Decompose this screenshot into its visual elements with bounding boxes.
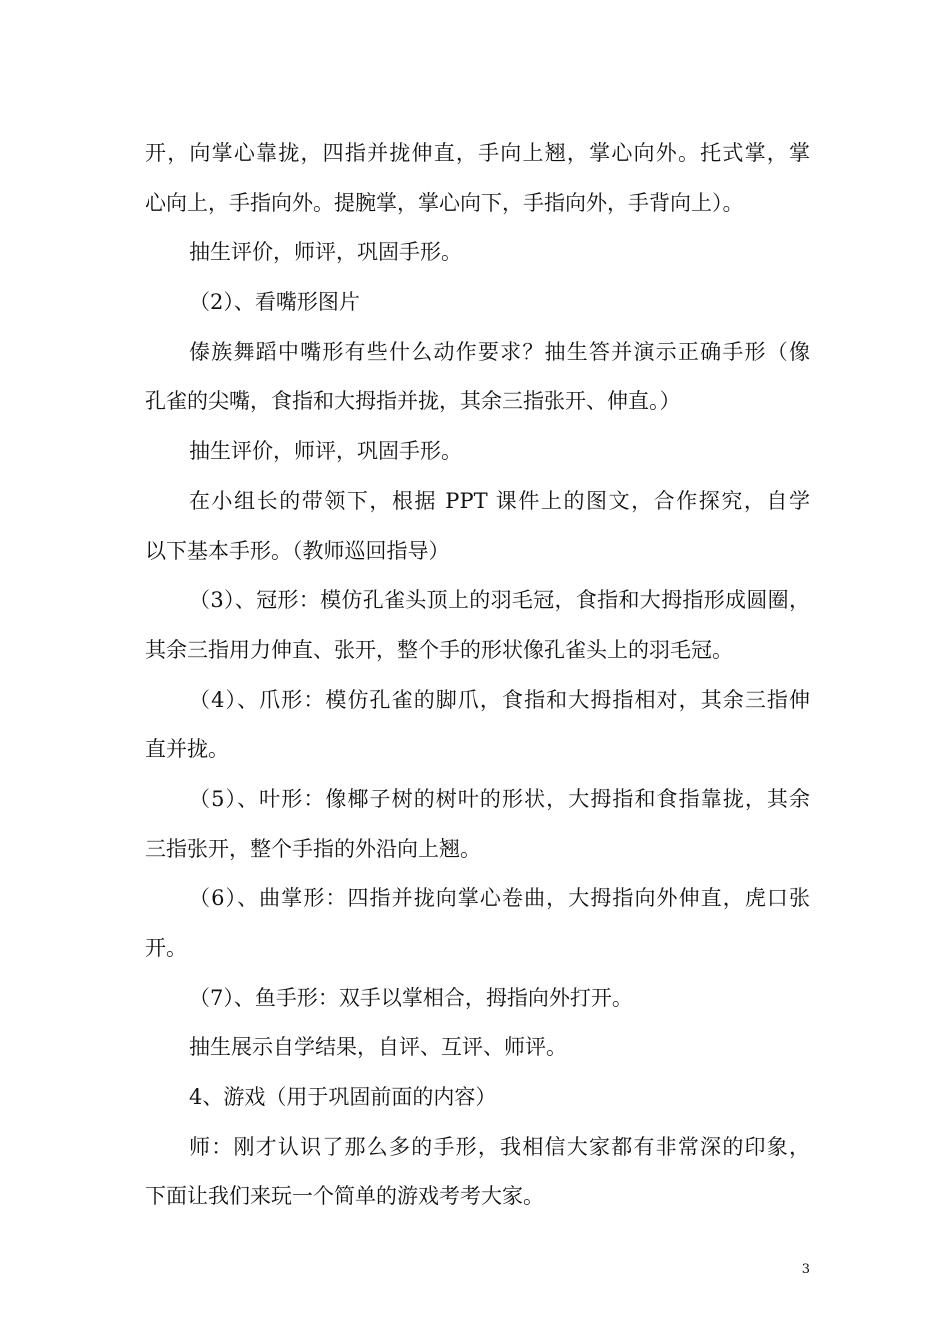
body-text <box>145 131 810 1224</box>
text-line: （2）、看嘴形图片 <box>189 290 360 315</box>
text-line: 抽生展示自学结果，自评、互评、师评。 <box>189 1035 567 1060</box>
text-line: （5）、叶形：像椰子树的树叶的形状，大拇指和食指靠拢，其余 <box>189 786 810 811</box>
text-line: 下面让我们来玩一个简单的游戏考考大家。 <box>145 1184 544 1209</box>
text-line: 以下基本手形。（教师巡回指导） <box>145 538 450 563</box>
text-line: 傣族舞蹈中嘴形有些什么动作要求？抽生答并演示正确手形（像 <box>189 339 810 364</box>
text-line: 心向上，手指向外。提腕掌，掌心向下，手指向外，手背向上）。 <box>145 190 744 215</box>
text-line: 开，向掌心靠拢，四指并拢伸直，手向上翘，掌心向外。托式掌，掌 <box>145 141 810 165</box>
text-line: 三指张开，整个手指的外沿向上翘。 <box>145 836 481 861</box>
text-line: 抽生评价，师评，巩固手形。 <box>189 240 462 265</box>
text-line: 其余三指用力伸直、张开，整个手的形状像孔雀头上的羽毛冠。 <box>145 637 733 662</box>
text-line: （4）、爪形：模仿孔雀的脚爪，食指和大拇指相对，其余三指伸 <box>189 687 810 712</box>
text-line: 4、游戏（用于巩固前面的内容） <box>189 1085 497 1110</box>
text-line: 在小组长的带领下，根据 PPT 课件上的图文，合作探究，自学 <box>189 488 810 513</box>
text-line: 开。 <box>145 936 187 960</box>
text-line: 孔雀的尖嘴，食指和大拇指并拢，其余三指张开、伸直。） <box>145 389 681 414</box>
page-number: 3 <box>801 1262 810 1277</box>
text-line: （7）、鱼手形：双手以掌相合，拇指向外打开。 <box>189 985 633 1010</box>
text-line: 师：刚才认识了那么多的手形，我相信大家都有非常深的印象， <box>189 1134 810 1159</box>
text-line: 直并拢。 <box>145 737 229 762</box>
text-line: （6）、曲掌形：四指并拢向掌心卷曲，大拇指向外伸直，虎口张 <box>189 886 810 911</box>
text-line: （3）、冠形：模仿孔雀头顶上的羽毛冠，食指和大拇指形成圆圈， <box>189 588 810 613</box>
text-line: 抽生评价，师评，巩固手形。 <box>189 439 462 464</box>
